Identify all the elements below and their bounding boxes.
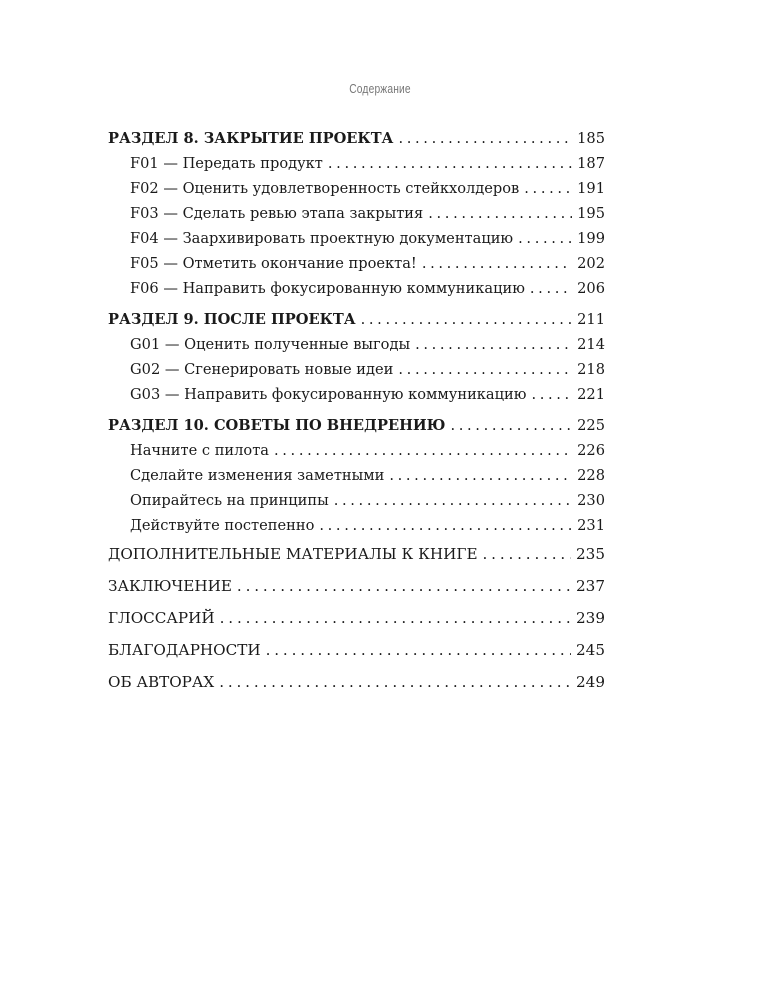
toc-entry-page: 230	[577, 492, 605, 509]
toc-entry-page: 187	[577, 155, 605, 172]
toc-entry[interactable]	[108, 538, 605, 570]
dot-leader	[422, 251, 572, 276]
toc-entry[interactable]	[108, 251, 605, 276]
toc-entry-title: G03 — Направить фокусированную коммуникацию	[130, 386, 527, 403]
toc-entry-page: 239	[576, 609, 605, 627]
toc-entry-title: F05 — Отметить окончание проекта!	[130, 255, 417, 272]
toc-entry-title: F02 — Оценить удовлетворенность стейкхолдеров	[130, 180, 520, 197]
toc-entry-page: 226	[577, 442, 605, 459]
dot-leader	[428, 201, 572, 226]
dot-leader	[415, 332, 572, 357]
toc-entry-title: Начните с пилота	[130, 442, 269, 459]
toc-entry[interactable]	[108, 332, 605, 357]
toc-entry-title: РАЗДЕЛ 9. ПОСЛЕ ПРОЕКТА	[108, 311, 356, 328]
toc-entry[interactable]	[108, 570, 605, 602]
toc-entry-title: Опирайтесь на принципы	[130, 492, 329, 509]
toc-entry[interactable]	[108, 413, 605, 438]
toc-entry[interactable]	[108, 307, 605, 332]
toc-entry-page: 237	[576, 577, 605, 595]
toc-entry-page: 191	[577, 180, 605, 197]
dot-leader	[334, 488, 572, 513]
toc-entry-page: 185	[577, 130, 605, 147]
toc-entry-page: 235	[576, 545, 605, 563]
table-of-contents	[108, 126, 605, 698]
dot-leader	[483, 538, 571, 570]
toc-entry-page: 221	[577, 386, 605, 403]
toc-entry[interactable]	[108, 226, 605, 251]
toc-entry-title: РАЗДЕЛ 10. СОВЕТЫ ПО ВНЕДРЕНИЮ	[108, 417, 446, 434]
toc-entry[interactable]	[108, 513, 605, 538]
dot-leader	[450, 413, 572, 438]
toc-entry[interactable]	[108, 463, 605, 488]
toc-entry-page: 211	[577, 311, 605, 328]
running-head: Содержание	[349, 82, 411, 96]
toc-entry-title: ДОПОЛНИТЕЛЬНЫЕ МАТЕРИАЛЫ К КНИГЕ	[108, 545, 478, 563]
dot-leader	[319, 513, 572, 538]
toc-entry[interactable]	[108, 438, 605, 463]
toc-entry-title: ГЛОССАРИЙ	[108, 609, 215, 627]
toc-entry[interactable]	[108, 151, 605, 176]
toc-entry[interactable]	[108, 634, 605, 666]
toc-entry-page: 228	[577, 467, 605, 484]
dot-leader	[274, 438, 572, 463]
toc-entry[interactable]	[108, 602, 605, 634]
dot-leader	[398, 126, 572, 151]
toc-entry[interactable]	[108, 126, 605, 151]
toc-entry-title: БЛАГОДАРНОСТИ	[108, 641, 261, 659]
toc-entry[interactable]	[108, 176, 605, 201]
dot-leader	[530, 276, 572, 301]
toc-entry[interactable]	[108, 666, 605, 698]
toc-entry-title: ЗАКЛЮЧЕНИЕ	[108, 577, 232, 595]
toc-entry-page: 218	[577, 361, 605, 378]
toc-entry-page: 202	[577, 255, 605, 272]
toc-entry[interactable]	[108, 201, 605, 226]
toc-entry-page: 214	[577, 336, 605, 353]
toc-entry-page: 249	[576, 673, 605, 691]
dot-leader	[219, 666, 571, 698]
toc-entry-title: F01 — Передать продукт	[130, 155, 323, 172]
dot-leader	[266, 634, 571, 666]
toc-entry[interactable]	[108, 382, 605, 407]
toc-entry-title: F04 — Заархивировать проектную документацию	[130, 230, 514, 247]
toc-entry-title: ОБ АВТОРАХ	[108, 673, 215, 691]
toc-entry-page: 206	[577, 280, 605, 297]
toc-entry-page: 231	[577, 517, 605, 534]
toc-entry-page: 195	[577, 205, 605, 222]
toc-entry[interactable]	[108, 276, 605, 301]
dot-leader	[389, 463, 572, 488]
toc-entry-title: F03 — Сделать ревью этапа закрытия	[130, 205, 424, 222]
toc-entry-page: 199	[577, 230, 605, 247]
dot-leader	[518, 226, 572, 251]
dot-leader	[398, 357, 572, 382]
toc-entry-title: G02 — Сгенерировать новые идеи	[130, 361, 394, 378]
dot-leader	[531, 382, 572, 407]
dot-leader	[361, 307, 573, 332]
dot-leader	[220, 602, 571, 634]
toc-entry-page: 245	[576, 641, 605, 659]
toc-entry-title: Действуйте постепенно	[130, 517, 315, 534]
toc-entry-title: G01 — Оценить полученные выгоды	[130, 336, 411, 353]
dot-leader	[524, 176, 572, 201]
toc-entry-page: 225	[577, 417, 605, 434]
toc-entry-title: F06 — Направить фокусированную коммуникацию	[130, 280, 525, 297]
dot-leader	[328, 151, 572, 176]
dot-leader	[237, 570, 571, 602]
toc-entry-title: РАЗДЕЛ 8. ЗАКРЫТИЕ ПРОЕКТА	[108, 130, 394, 147]
toc-entry[interactable]	[108, 488, 605, 513]
toc-entry-title: Сделайте изменения заметными	[130, 467, 385, 484]
toc-entry[interactable]	[108, 357, 605, 382]
